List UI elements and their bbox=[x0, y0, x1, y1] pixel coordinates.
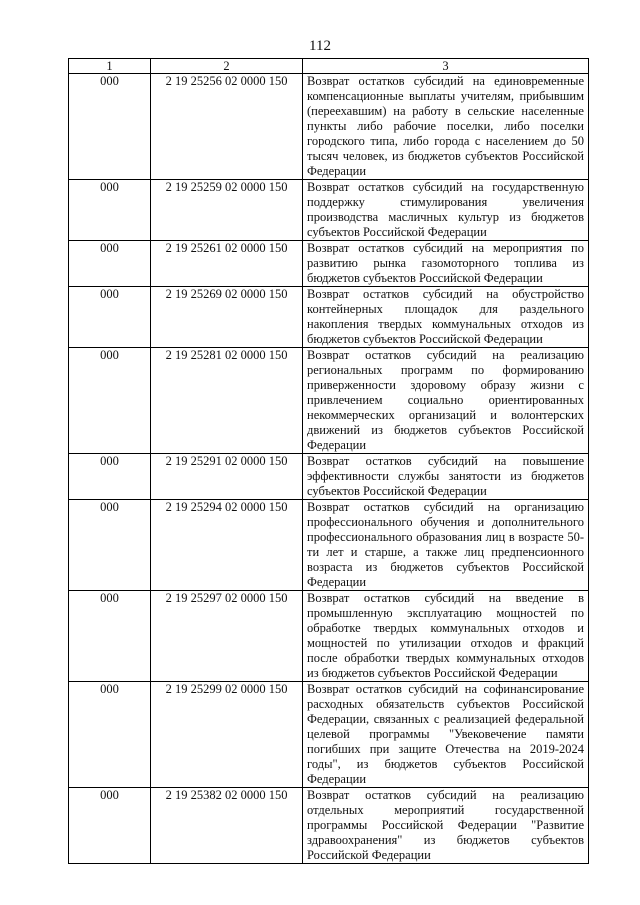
table-row bbox=[69, 500, 589, 591]
admin-code-cell: 000 bbox=[69, 74, 151, 180]
budget-code-cell: 2 19 25291 02 0000 150 bbox=[151, 454, 303, 500]
table-header-row bbox=[69, 59, 589, 74]
table-row bbox=[69, 682, 589, 788]
budget-code-cell: 2 19 25261 02 0000 150 bbox=[151, 241, 303, 287]
description-cell: Возврат остатков субсидий на реализацию региональных программ по формированию приверженности здоровому образу жизни с привлечением социально ориентированных некоммерческих организаций и волонтерских движений из бюджетов субъектов Российской Федерации bbox=[303, 348, 589, 454]
description-cell: Возврат остатков субсидий на софинансирование расходных обязательств субъектов Российской Федерации, связанных с реализацией федеральной целевой программы "Увековечение памяти погибших при защите Отечества на 2019-2024 годы", из бюджетов субъектов Российской Федерации bbox=[303, 682, 589, 788]
budget-code-cell: 2 19 25269 02 0000 150 bbox=[151, 287, 303, 348]
admin-code-cell: 000 bbox=[69, 591, 151, 682]
budget-code-cell: 2 19 25281 02 0000 150 bbox=[151, 348, 303, 454]
description-cell: Возврат остатков субсидий на обустройство контейнерных площадок для раздельного накопления твердых коммунальных отходов из бюджетов субъектов Российской Федерации bbox=[303, 287, 589, 348]
budget-classification-table bbox=[68, 58, 589, 864]
budget-code-cell: 2 19 25256 02 0000 150 bbox=[151, 74, 303, 180]
budget-code-cell: 2 19 25382 02 0000 150 bbox=[151, 788, 303, 864]
description-cell: Возврат остатков субсидий на государственную поддержку стимулирования увеличения производства масличных культур из бюджетов субъектов Российской Федерации bbox=[303, 180, 589, 241]
admin-code-cell: 000 bbox=[69, 348, 151, 454]
table-row bbox=[69, 454, 589, 500]
table-row bbox=[69, 180, 589, 241]
page-number: 112 bbox=[309, 38, 331, 54]
description-cell: Возврат остатков субсидий на повышение эффективности службы занятости из бюджетов субъектов Российской Федерации bbox=[303, 454, 589, 500]
admin-code-cell: 000 bbox=[69, 287, 151, 348]
admin-code-cell: 000 bbox=[69, 682, 151, 788]
description-cell: Возврат остатков субсидий на единовременные компенсационные выплаты учителям, прибывшим (переехавшим) на работу в сельские населенные пункты либо рабочие поселки, либо поселки городского типа, либо города с населением до 50 тысяч человек, из бюджетов субъектов Российской Федерации bbox=[303, 74, 589, 180]
table-row bbox=[69, 287, 589, 348]
admin-code-cell: 000 bbox=[69, 180, 151, 241]
description-cell: Возврат остатков субсидий на реализацию отдельных мероприятий государственной программы Российской Федерации "Развитие здравоохранения" из бюджетов субъектов Российской Федерации bbox=[303, 788, 589, 864]
table-row bbox=[69, 788, 589, 864]
budget-code-cell: 2 19 25299 02 0000 150 bbox=[151, 682, 303, 788]
table-row bbox=[69, 591, 589, 682]
description-cell: Возврат остатков субсидий на введение в промышленную эксплуатацию мощностей по обработке твердых коммунальных отходов и мощностей по утилизации отходов и фракций после обработки твердых коммунальных отходов из бюджетов субъектов Российской Федерации bbox=[303, 591, 589, 682]
table-row bbox=[69, 74, 589, 180]
column-header: 1 bbox=[69, 59, 151, 74]
admin-code-cell: 000 bbox=[69, 788, 151, 864]
budget-code-cell: 2 19 25294 02 0000 150 bbox=[151, 500, 303, 591]
budget-code-cell: 2 19 25297 02 0000 150 bbox=[151, 591, 303, 682]
column-header: 3 bbox=[303, 59, 589, 74]
admin-code-cell: 000 bbox=[69, 500, 151, 591]
admin-code-cell: 000 bbox=[69, 454, 151, 500]
table-row bbox=[69, 348, 589, 454]
column-header: 2 bbox=[151, 59, 303, 74]
description-cell: Возврат остатков субсидий на организацию профессионального обучения и дополнительного профессионального образования лиц в возрасте 50-ти лет и старше, а также лиц предпенсионного возраста из бюджетов субъектов Российской Федерации bbox=[303, 500, 589, 591]
description-cell: Возврат остатков субсидий на мероприятия по развитию рынка газомоторного топлива из бюджетов субъектов Российской Федерации bbox=[303, 241, 589, 287]
admin-code-cell: 000 bbox=[69, 241, 151, 287]
budget-code-cell: 2 19 25259 02 0000 150 bbox=[151, 180, 303, 241]
table-row bbox=[69, 241, 589, 287]
